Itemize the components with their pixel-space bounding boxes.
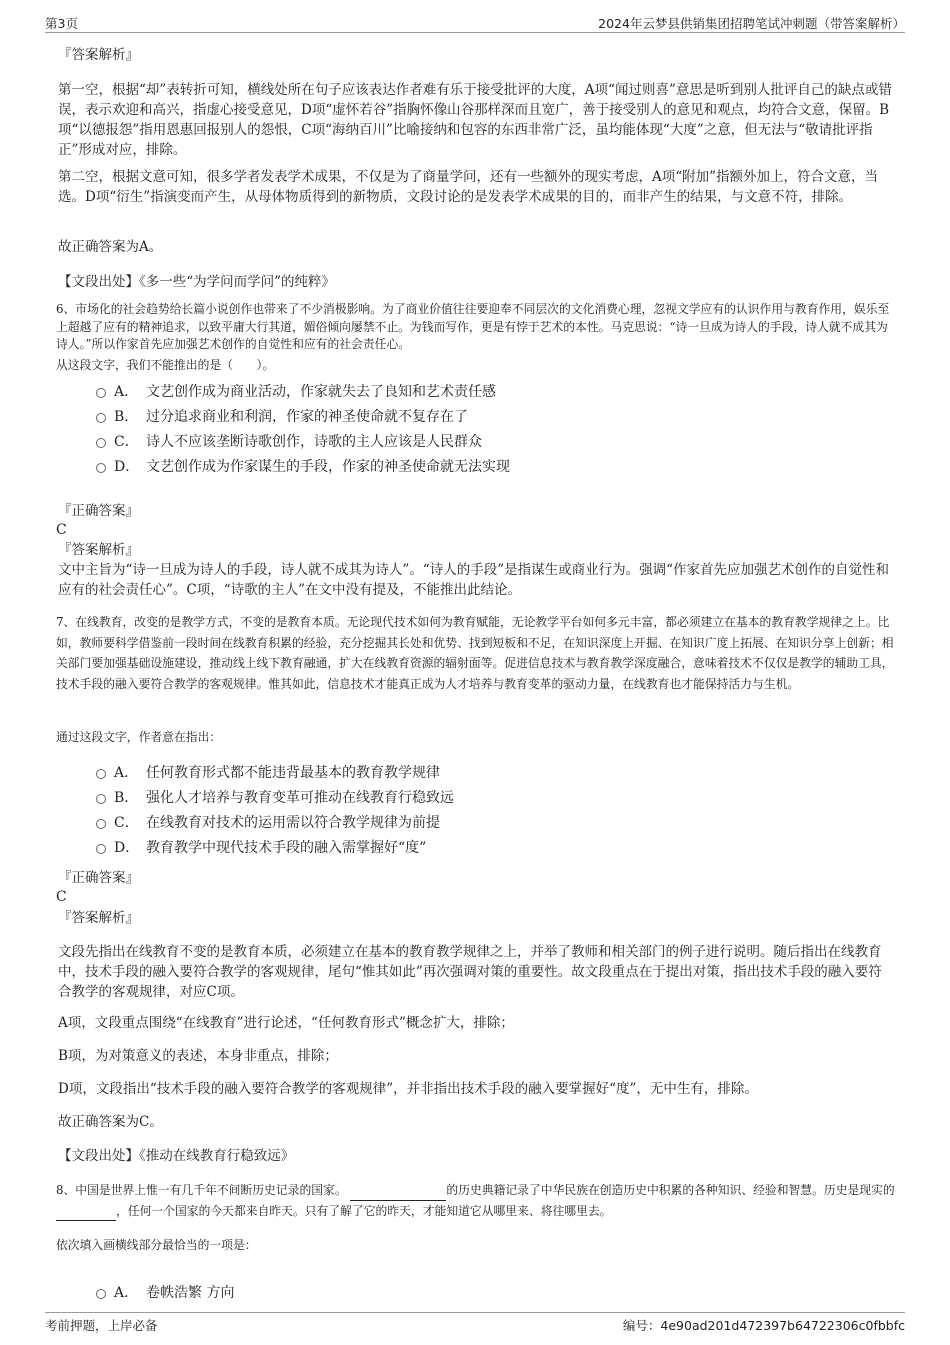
q6-stem: 6、市场化的社会趋势给长篇小说创作也带来了不少消极影响。为了商业价值往往要迎奉不同层次的文化消费心理，忽视文学应有的认识作用与教育作用，娱乐至上超越了应有的精神追求，以致平庸大行其道，媚俗倾向屡禁不止。为钱而写作，更是有悖于艺术的本性。马克思说：“诗一旦成为诗人的手段，诗人就不成其为诗人。”所以作家首先应加强艺术创作的自觉性和应有的社会责任心。 xyxy=(56,302,890,351)
q6-option-a[interactable]: A． 文艺创作成为商业活动，作家就失去了良知和艺术责任感 xyxy=(96,382,876,407)
document-title: 2024年云梦县供销集团招聘笔试冲刺题（带答案解析） xyxy=(598,16,905,31)
q6-analysis: 文中主旨为“诗一旦成为诗人的手段，诗人就不成其为诗人”。“诗人的手段”是指谋生或商业行为。强调“作家首先应加强艺术创作的自觉性和应有的社会责任心”。C项，“诗歌的主人”在文中没有提及，不能推出此结论。 xyxy=(58,562,890,598)
q7-option-b[interactable]: B． 强化人才培养与教育变革可推动在线教育行稳致远 xyxy=(96,788,876,813)
q7-answer: C xyxy=(56,889,67,905)
radio-icon[interactable] xyxy=(96,844,106,854)
q7-analysis-b: B项，为对策意义的表述，本身非重点，排除； xyxy=(58,1048,338,1064)
q7-analysis-a: A项，文段重点围绕“在线教育”进行论述，“任何教育形式”概念扩大，排除； xyxy=(58,1015,514,1031)
q7-analysis-p1: 文段先指出在线教育不变的是教育本质，必须建立在基本的教育教学规律之上，并举了教师和相关部门的例子进行说明。随后指出在线教育中，技术手段的融入要符合教学的客观规律，尾句“惟其如此”再次强调对策的重要性。故文段重点在于提出对策，指出技术手段的融入要符合教学的客观规律，对应C项。 xyxy=(58,944,882,1000)
q6-analysis-label: 『答案解析』 xyxy=(58,542,139,558)
q7-stem: 7、在线教育，改变的是教学方式，不变的是教育本质。无论现代技术如何为教育赋能，无论教学平台如何多元丰富，都必须建立在基本的教育教学规律之上。比如，教师要科学借鉴前一段时间在线教育积累的经验，充分挖掘其长处和优势、找到短板和不足，在知识深度上开掘、在知识广度上拓展、在知识分享上创新；相关部门要加强基础设施建设，推动线上线下教育融通，扩大在线教育资源的辐射面等。促进信息技术与教育教学深度融合，意味着技术不仅仅是教学的辅助工具，技术手段的融入要符合教学的客观规律。惟其如此，信息技术才能真正成为人才培养与教育变革的驱动力量，在线教育也才能保持活力与生机。 xyxy=(56,615,894,691)
document-id: 编号：4e90ad201d472397b64722306c0fbbfc xyxy=(622,1318,905,1333)
radio-icon[interactable] xyxy=(96,413,106,423)
q8-option-a[interactable]: A． 卷帙浩繁 方向 xyxy=(96,1283,876,1308)
fill-blank-2[interactable] xyxy=(56,1206,116,1221)
q7-conclusion: 故正确答案为C。 xyxy=(58,1114,163,1130)
fill-blank-1[interactable] xyxy=(350,1186,446,1201)
q6-option-d[interactable]: D． 文艺创作成为作家谋生的手段，作家的神圣使命就无法实现 xyxy=(96,457,876,482)
q6-option-c[interactable]: C． 诗人不应该垄断诗歌创作，诗歌的主人应该是人民群众 xyxy=(96,432,876,457)
q6-answer-label: 『正确答案』 xyxy=(58,503,139,519)
q7-source: 【文段出处】《推动在线教育行稳致远》 xyxy=(58,1148,295,1164)
q8-question: 依次填入画横线部分最恰当的一项是： xyxy=(56,1238,257,1252)
q7-analysis-label: 『答案解析』 xyxy=(58,910,139,926)
q7-options xyxy=(96,763,876,863)
q7-answer-label: 『正确答案』 xyxy=(58,870,139,886)
q6-question: 从这段文字，我们不能推出的是（ ）。 xyxy=(56,358,275,372)
q6-options xyxy=(96,382,876,482)
q5-analysis-p2: 第二空，根据文意可知，很多学者发表学术成果，不仅是为了商量学问，还有一些额外的现实考虑，A项“附加”指额外加上，符合文意，当选。D项“衍生”指演变而产生，从母体物质得到的新物质，文段讨论的是发表学术成果的目的，而非产生的结果，与文意不符，排除。 xyxy=(58,169,879,205)
page-footer xyxy=(45,1312,905,1333)
radio-icon[interactable] xyxy=(96,388,106,398)
q7-option-a[interactable]: A． 任何教育形式都不能违背最基本的教育教学规律 xyxy=(96,763,876,788)
radio-icon[interactable] xyxy=(96,794,106,804)
q6-answer: C xyxy=(56,522,67,538)
page-number: 第3页 xyxy=(45,16,78,31)
radio-icon[interactable] xyxy=(96,769,106,779)
q7-question: 通过这段文字，作者意在指出： xyxy=(56,730,222,744)
q7-analysis-d: D项，文段指出“技术手段的融入要符合教学的客观规律”，并非指出技术手段的融入要掌握好“度”，无中生有，排除。 xyxy=(58,1081,758,1097)
q8-stem: 8、中国是世界上惟一有几千年不间断历史记录的国家。 的历史典籍记录了中华民族在创造历史中积累的各种知识、经验和智慧。历史是现实的 ，任何一个国家的今天都来自昨天。只有了解了它的昨天，才能知道它从哪里来、将往哪里去。 xyxy=(56,1180,896,1221)
q7-option-d[interactable]: D． 教育教学中现代技术手段的融入需掌握好“度” xyxy=(96,838,876,863)
radio-icon[interactable] xyxy=(96,438,106,448)
q5-analysis-p1: 第一空，根据“却”表转折可知，横线处所在句子应该表达作者难有乐于接受批评的大度，A项“闻过则喜”意思是听到别人批评自己的缺点或错误，表示欢迎和高兴，指虚心接受意见，D项“虚怀若谷”指胸怀像山谷那样深而且宽广，善于接受别人的意见和观点，均符合文意，保留。B项“以德报怨”指用恩惠回报别人的怨恨，C项“海纳百川”比喻接纳和包容的东西非常广泛，虽均能体现“大度”之意，但无法与“敬请批评指正”形成对应，排除。 xyxy=(58,82,892,158)
footer-slogan: 考前押题，上岸必备 xyxy=(45,1318,158,1333)
q6-option-b[interactable]: B． 过分追求商业和利润，作家的神圣使命就不复存在了 xyxy=(96,407,876,432)
radio-icon[interactable] xyxy=(96,819,106,829)
q7-option-c[interactable]: C． 在线教育对技术的运用需以符合教学规律为前提 xyxy=(96,813,876,838)
q8-options xyxy=(96,1283,876,1308)
page-header xyxy=(45,12,905,33)
radio-icon[interactable] xyxy=(96,1289,106,1299)
q5-conclusion: 故正确答案为A。 xyxy=(58,239,163,255)
q5-analysis-label: 『答案解析』 xyxy=(58,47,139,63)
q5-source: 【文段出处】《多一些“为学问而学问”的纯粹》 xyxy=(58,274,336,290)
radio-icon[interactable] xyxy=(96,463,106,473)
